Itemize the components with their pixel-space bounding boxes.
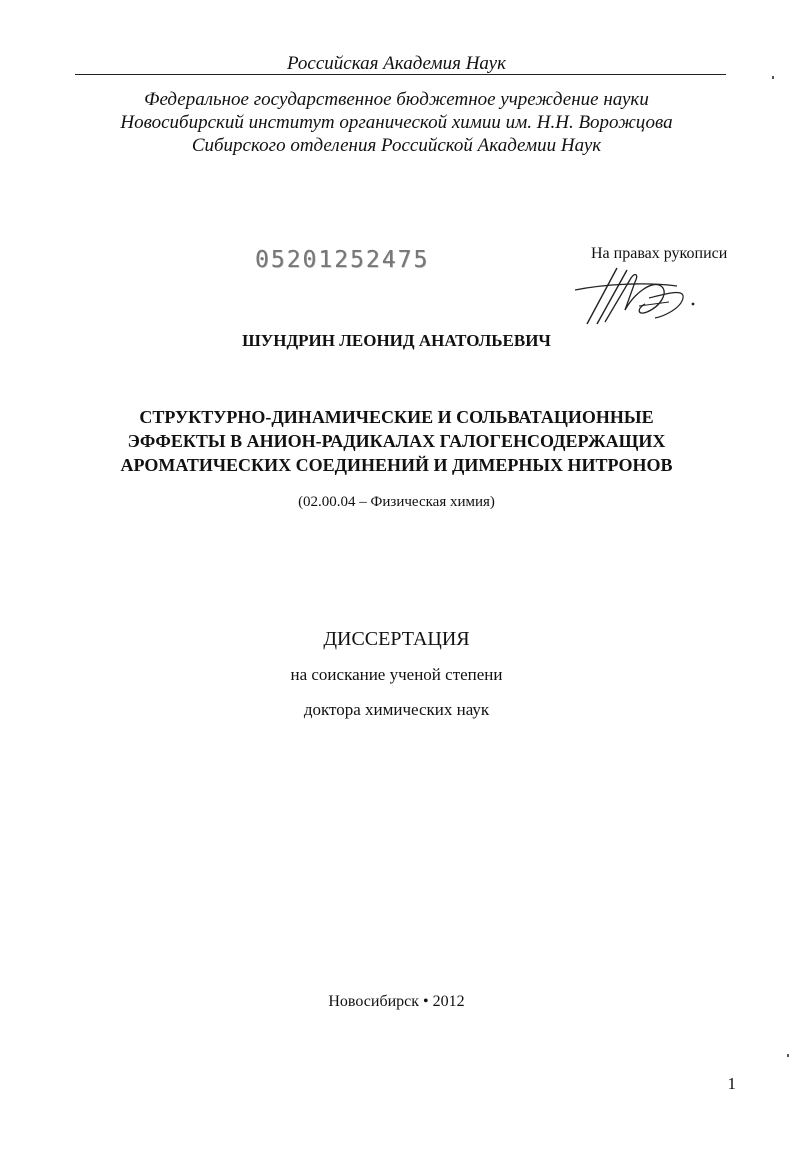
institution-line: Новосибирский институт органической химии им. Н.Н. Ворожцова [120, 112, 673, 133]
institution-line: Федеральное государственное бюджетное учреждение науки [144, 89, 649, 110]
title-line: СТРУКТУРНО-ДИНАМИЧЕСКИЕ И СОЛЬВАТАЦИОННЫЕ [139, 407, 654, 427]
dissertation-title [0, 405, 793, 477]
title-line: ЭФФЕКТЫ В АНИОН-РАДИКАЛАХ ГАЛОГЕНСОДЕРЖАЩИХ [127, 431, 666, 451]
institution-line: Сибирского отделения Российской Академии Наук [191, 135, 602, 156]
scan-speck [787, 1054, 789, 1057]
academy-name: Российская Академия Наук [286, 53, 507, 74]
specialty-code: (02.00.04 – Физическая химия) [298, 494, 495, 510]
rights-note: На правах рукописи [591, 245, 728, 262]
page-number: 1 [727, 1074, 736, 1093]
place-and-year: Новосибирск • 2012 [328, 993, 465, 1010]
degree-line: на соискание ученой степени [290, 665, 503, 684]
author-name: ШУНДРИН ЛЕОНИД АНАТОЛЬЕВИЧ [242, 331, 551, 350]
document-type: ДИССЕРТАЦИЯ [323, 628, 470, 650]
header-rule [75, 74, 726, 75]
scan-speck [772, 76, 774, 79]
archive-number-stamp: 05201252475 [255, 247, 430, 273]
title-line: АРОМАТИЧЕСКИХ СОЕДИНЕНИЙ И ДИМЕРНЫХ НИТРОНОВ [120, 455, 673, 475]
degree-line: доктора химических наук [303, 700, 490, 719]
institution-block [0, 88, 793, 157]
signature-icon [565, 262, 700, 328]
